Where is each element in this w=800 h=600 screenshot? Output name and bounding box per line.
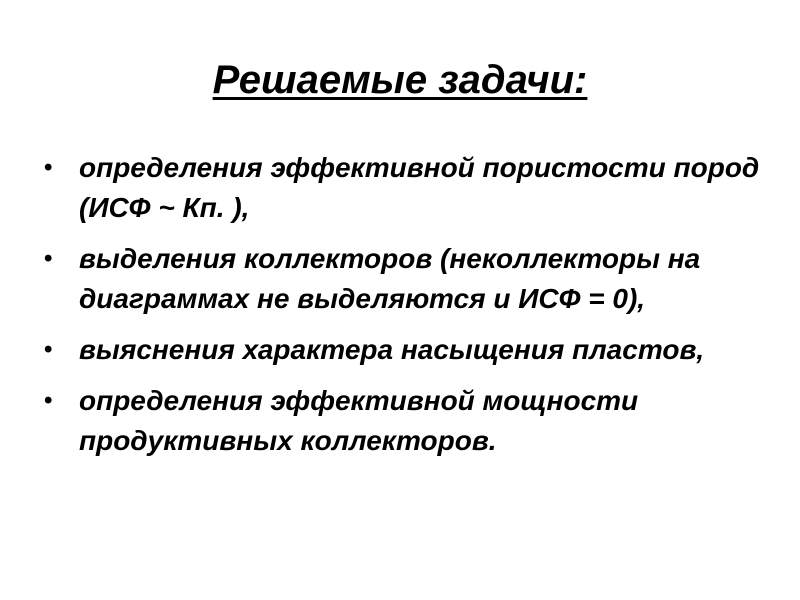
bullet-text: определения эффективной пористости пород (ИСФ ~ Кп. ),	[79, 152, 760, 223]
list-item	[44, 330, 760, 370]
list-item	[44, 381, 760, 461]
bullet-icon: •	[44, 336, 53, 363]
bullet-icon: •	[44, 154, 53, 181]
slide-title	[0, 52, 800, 108]
bullet-icon: •	[44, 387, 53, 414]
slide-title-text: Решаемые задачи:	[212, 58, 588, 102]
bullet-list	[44, 148, 760, 472]
bullet-text: определения эффективной мощности продуктивных коллекторов.	[79, 385, 639, 456]
bullet-text: выделения коллекторов (неколлекторы на диаграммах не выделяются и ИСФ = 0),	[79, 243, 701, 314]
bullet-icon: •	[44, 245, 53, 272]
bullet-text: выяснения характера насыщения пластов,	[79, 334, 705, 365]
list-item	[44, 148, 760, 228]
list-item	[44, 239, 760, 319]
